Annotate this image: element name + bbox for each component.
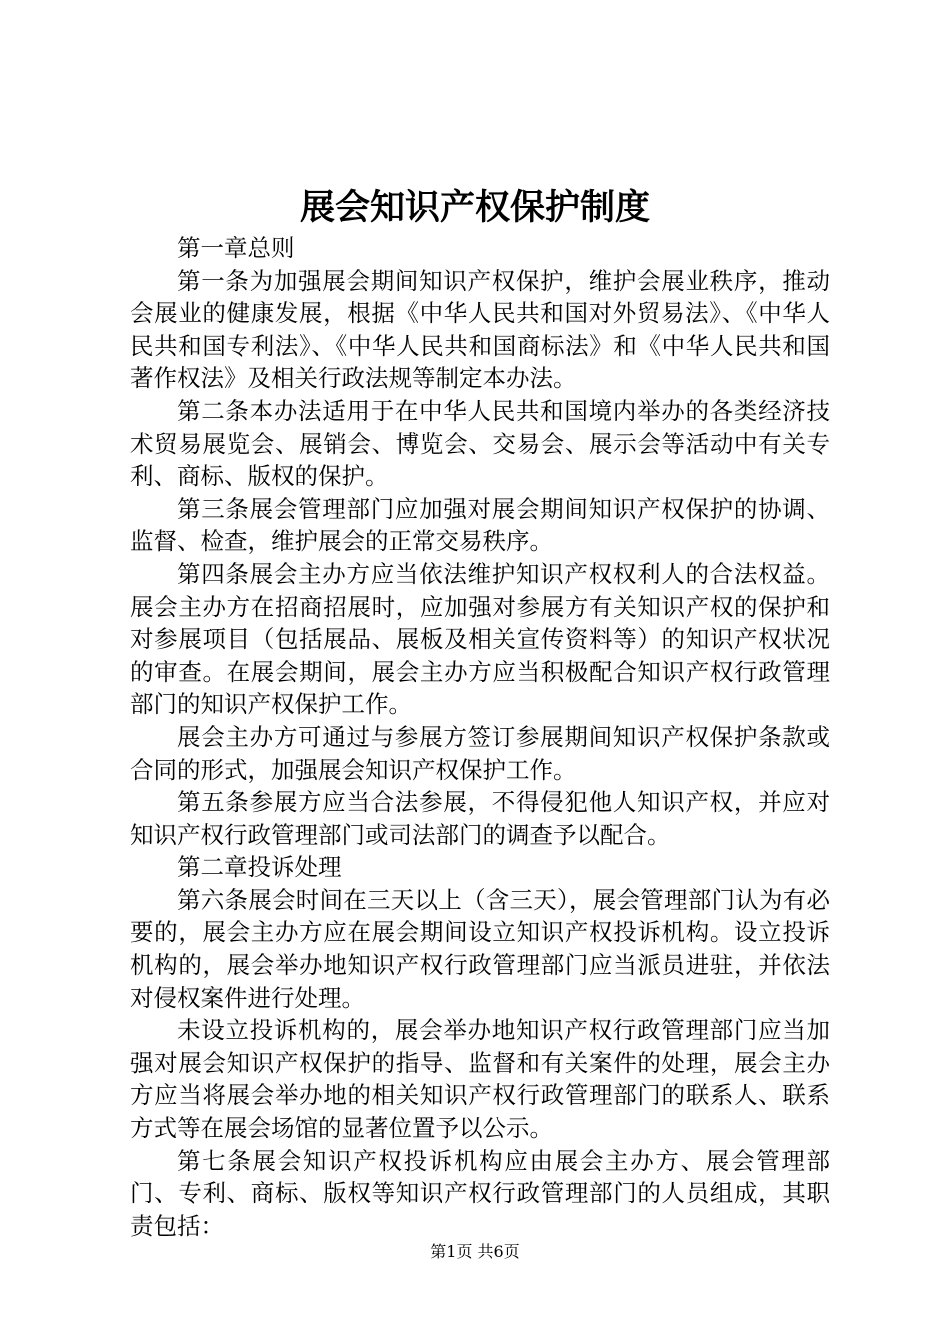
paragraph: 第四条展会主办方应当依法维护知识产权权利人的合法权益。展会主办方在招商招展时，应加强对参展方有关知识产权的保护和对参展项目（包括展品、展板及相关宣传资料等）的知识产权状况的审查。在展会期间，展会主办方应当积极配合知识产权行政管理部门的知识产权保护工作。	[130, 559, 830, 719]
page-number-footer: 第1页 共6页	[430, 1242, 520, 1261]
document-body	[130, 232, 830, 1242]
paragraph: 未设立投诉机构的，展会举办地知识产权行政管理部门应当加强对展会知识产权保护的指导、监督和有关案件的处理，展会主办方应当将展会举办地的相关知识产权行政管理部门的联系人、联系方式等在展会场馆的显著位置予以公示。	[130, 1016, 830, 1143]
chapter-heading: 第一章总则	[177, 234, 295, 262]
paragraph: 展会主办方可通过与参展方签订参展期间知识产权保护条款或合同的形式，加强展会知识产权保护工作。	[130, 722, 830, 784]
paragraph: 第一条为加强展会期间知识产权保护，维护会展业秩序，推动会展业的健康发展，根据《中华人民共和国对外贸易法》、《中华人民共和国专利法》、《中华人民共和国商标法》和《中华人民共和国著作权法》及相关行政法规等制定本办法。	[130, 266, 830, 393]
paragraph: 第七条展会知识产权投诉机构应由展会主办方、展会管理部门、专利、商标、版权等知识产权行政管理部门的人员组成，其职责包括：	[130, 1146, 830, 1240]
paragraph: 第三条展会管理部门应加强对展会期间知识产权保护的协调、监督、检查，维护展会的正常交易秩序。	[130, 494, 830, 556]
chapter-heading: 第二章投诉处理	[177, 853, 342, 882]
paragraph: 第五条参展方应当合法参展，不得侵犯他人知识产权，并应对知识产权行政管理部门或司法部门的调查予以配合。	[130, 788, 830, 849]
paragraph: 第二条本办法适用于在中华人民共和国境内举办的各类经济技术贸易展览会、展销会、博览会、交易会、展示会等活动中有关专利、商标、版权的保护。	[130, 396, 830, 491]
document-title: 展会知识产权保护制度	[299, 187, 650, 228]
paragraph: 第六条展会时间在三天以上（含三天），展会管理部门认为有必要的，展会主办方应在展会期间设立知识产权投诉机构。设立投诉机构的，展会举办地知识产权行政管理部门应当派员进驻，并依法对侵权案件进行处理。	[130, 885, 830, 1012]
